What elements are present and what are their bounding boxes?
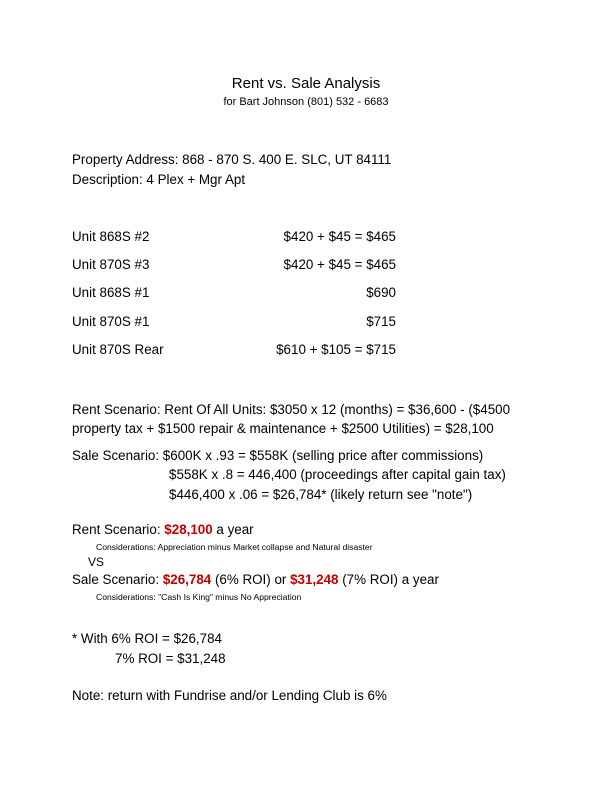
summary-rent-suffix: a year (212, 522, 254, 537)
sale-scenario-line2: $558K x .8 = 446,400 (proceedings after capital gain tax) (169, 467, 506, 482)
sale-considerations: Considerations: "Cash Is King" minus No Appreciation (96, 592, 302, 602)
summary-sale-label: Sale Scenario: (72, 572, 163, 587)
property-address: Property Address: 868 - 870 S. 400 E. SLC, UT 84111 (72, 152, 392, 167)
unit-name: Unit 870S Rear (72, 342, 164, 357)
rent-considerations: Considerations: Appreciation minus Market collapse and Natural disaster (96, 542, 373, 552)
unit-rent: $420 + $45 = $465 (283, 257, 396, 272)
unit-rent: $690 (366, 285, 396, 300)
unit-name: Unit 870S #3 (72, 257, 150, 272)
sale-scenario-line1: Sale Scenario: $600K x .93 = $558K (selling price after commissions) (72, 448, 484, 463)
summary-rent (72, 522, 254, 537)
sale-scenario-line3: $446,400 x .06 = $26,784* (likely return see "note") (169, 487, 473, 502)
summary-sale (72, 572, 439, 587)
summary-rent-label: Rent Scenario: (72, 522, 165, 537)
unit-rent: $420 + $45 = $465 (283, 229, 396, 244)
page-title: Rent vs. Sale Analysis (231, 75, 381, 92)
summary-sale-value-7: $31,248 (290, 572, 339, 587)
note: Note: return with Fundrise and/or Lending Club is 6% (72, 688, 387, 703)
unit-name: Unit 868S #1 (72, 285, 150, 300)
roi-line-6: * With 6% ROI = $26,784 (72, 631, 222, 646)
summary-sale-mid: (6% ROI) or (211, 572, 291, 587)
roi-line-7: 7% ROI = $31,248 (115, 651, 226, 666)
unit-name: Unit 870S #1 (72, 314, 150, 329)
summary-rent-value: $28,100 (164, 522, 213, 537)
page-subtitle: for Bart Johnson (801) 532 - 6683 (223, 96, 389, 108)
versus-label: VS (88, 555, 105, 569)
property-description: Description: 4 Plex + Mgr Apt (72, 172, 246, 187)
unit-rent: $610 + $105 = $715 (276, 342, 396, 357)
rent-scenario-line2: property tax + $1500 repair & maintenance + $2500 Utilities) = $28,100 (72, 421, 494, 436)
unit-rent: $715 (366, 314, 396, 329)
summary-sale-value-6: $26,784 (162, 572, 212, 587)
unit-name: Unit 868S #2 (72, 229, 150, 244)
rent-scenario-line1: Rent Scenario: Rent Of All Units: $3050 x 12 (months) = $36,600 - ($4500 (72, 402, 511, 417)
summary-sale-suffix: (7% ROI) a year (338, 572, 439, 587)
